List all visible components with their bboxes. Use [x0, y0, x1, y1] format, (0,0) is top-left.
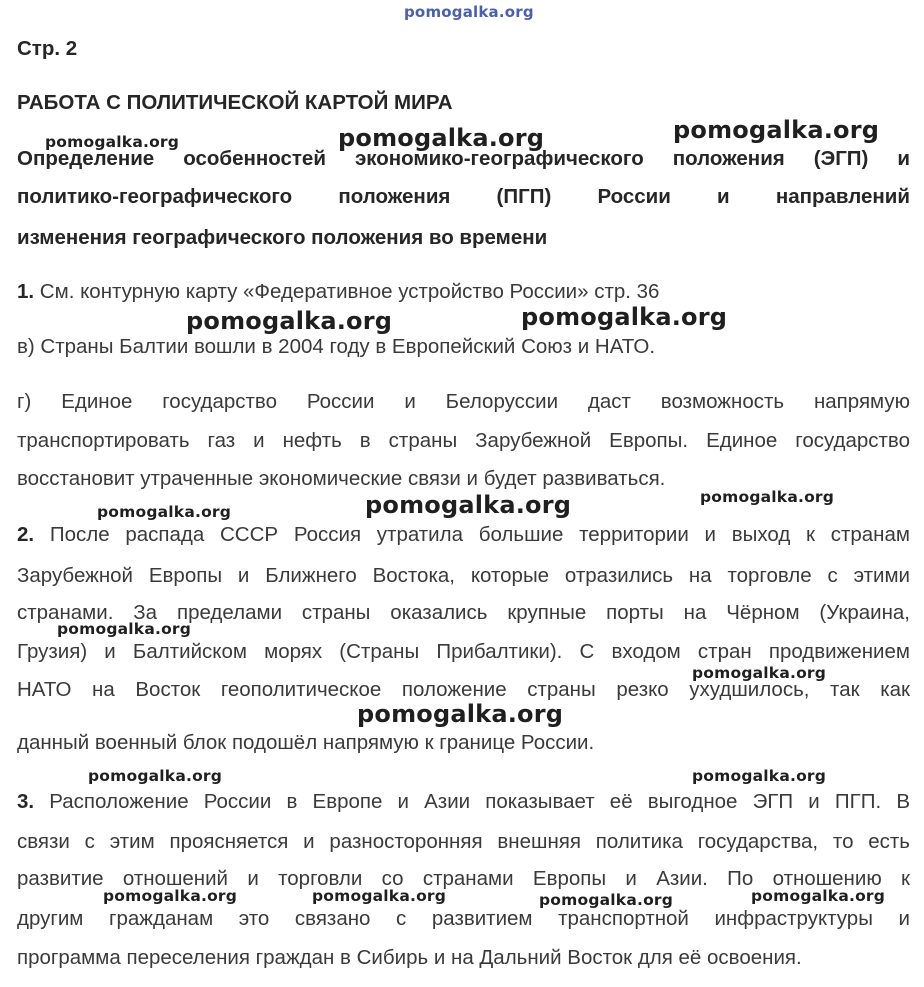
- item-2-line-4: Грузия) и Балтийском морях (Страны Прибалтики). С входом стран продвижением: [17, 640, 910, 663]
- item-2-line-6: данный военный блок подошёл напрямую к границе России.: [17, 731, 595, 754]
- item-2-line-3: странами. За пределами страны оказались крупные порты на Чёрном (Украина,: [17, 601, 910, 624]
- item-1-answer-v: в) Страны Балтии вошли в 2004 году в Европейский Союз и НАТО.: [17, 335, 656, 358]
- item-1-answer-g-line-2: транспортировать газ и нефть в страны Зарубежной Европы. Единое государство: [17, 429, 910, 452]
- watermark: pomogalka.org: [692, 767, 827, 785]
- watermark: pomogalka.org: [45, 133, 180, 151]
- item-3-line-1: [17, 789, 910, 815]
- item-3-first-line: Расположение России в Европе и Азии показывает её выгодное ЭГП и ПГП. В: [34, 790, 910, 813]
- item-3-line-3: развитие отношений и торговли со странами Европы и Азии. По отношению к: [17, 867, 910, 890]
- task-title-line-2: политико-географического положения (ПГП) России и направлений: [17, 185, 910, 208]
- item-2-line-5: НАТО на Восток геополитическое положение страны резко ухудшилось, так как: [17, 678, 910, 701]
- item-3-number: 3.: [17, 790, 35, 813]
- watermark: pomogalka.org: [700, 488, 835, 506]
- item-3-line-4: другим гражданам это связано с развитием транспортной инфраструктуры и: [17, 907, 910, 930]
- watermark: pomogalka.org: [312, 887, 447, 905]
- item-2-line-2: Зарубежной Европы и Ближнего Востока, которые отразились на торговле с этими: [17, 564, 910, 587]
- watermark: pomogalka.org: [97, 503, 232, 521]
- item-2-first-line: После распада СССР Россия утратила большие территории и выход к странам: [34, 523, 910, 546]
- watermark: pomogalka.org: [404, 3, 534, 21]
- watermark: pomogalka.org: [88, 767, 223, 785]
- item-3-line-5: программа переселения граждан в Сибирь и на Дальний Восток для её освоения.: [17, 946, 802, 969]
- page-label: Стр. 2: [17, 37, 78, 60]
- item-2-number: 2.: [17, 523, 35, 546]
- item-1-answer-g-line-3: восстановит утраченные экономические связи и будет развиваться.: [17, 467, 666, 490]
- item-1-question: [17, 279, 910, 305]
- watermark: pomogalka.org: [365, 491, 572, 519]
- item-1-number: 1.: [17, 280, 35, 303]
- watermark: pomogalka.org: [692, 664, 827, 682]
- watermark: pomogalka.org: [103, 887, 238, 905]
- watermark: pomogalka.org: [539, 891, 674, 909]
- watermark: pomogalka.org: [57, 620, 192, 638]
- watermark: pomogalka.org: [673, 116, 880, 144]
- task-title-line-3: изменения географического положения во времени: [17, 226, 548, 249]
- item-3-line-2: связи с этим проясняется и разносторонняя внешняя политика государства, то есть: [17, 830, 910, 853]
- item-2-line-1: [17, 522, 910, 548]
- watermark: pomogalka.org: [186, 307, 393, 335]
- task-title-line-1: Определение особенностей экономико-географического положения (ЭГП) и: [17, 147, 910, 170]
- item-1-answer-g-line-1: г) Единое государство России и Белоруссии даст возможность напрямую: [17, 390, 910, 413]
- watermark: pomogalka.org: [751, 887, 886, 905]
- watermark: pomogalka.org: [357, 700, 564, 728]
- watermark: pomogalka.org: [521, 303, 728, 331]
- watermark: pomogalka.org: [338, 124, 545, 152]
- item-1-text: См. контурную карту «Федеративное устройство России» стр. 36: [34, 280, 660, 303]
- section-title: РАБОТА С ПОЛИТИЧЕСКОЙ КАРТОЙ МИРА: [17, 91, 453, 114]
